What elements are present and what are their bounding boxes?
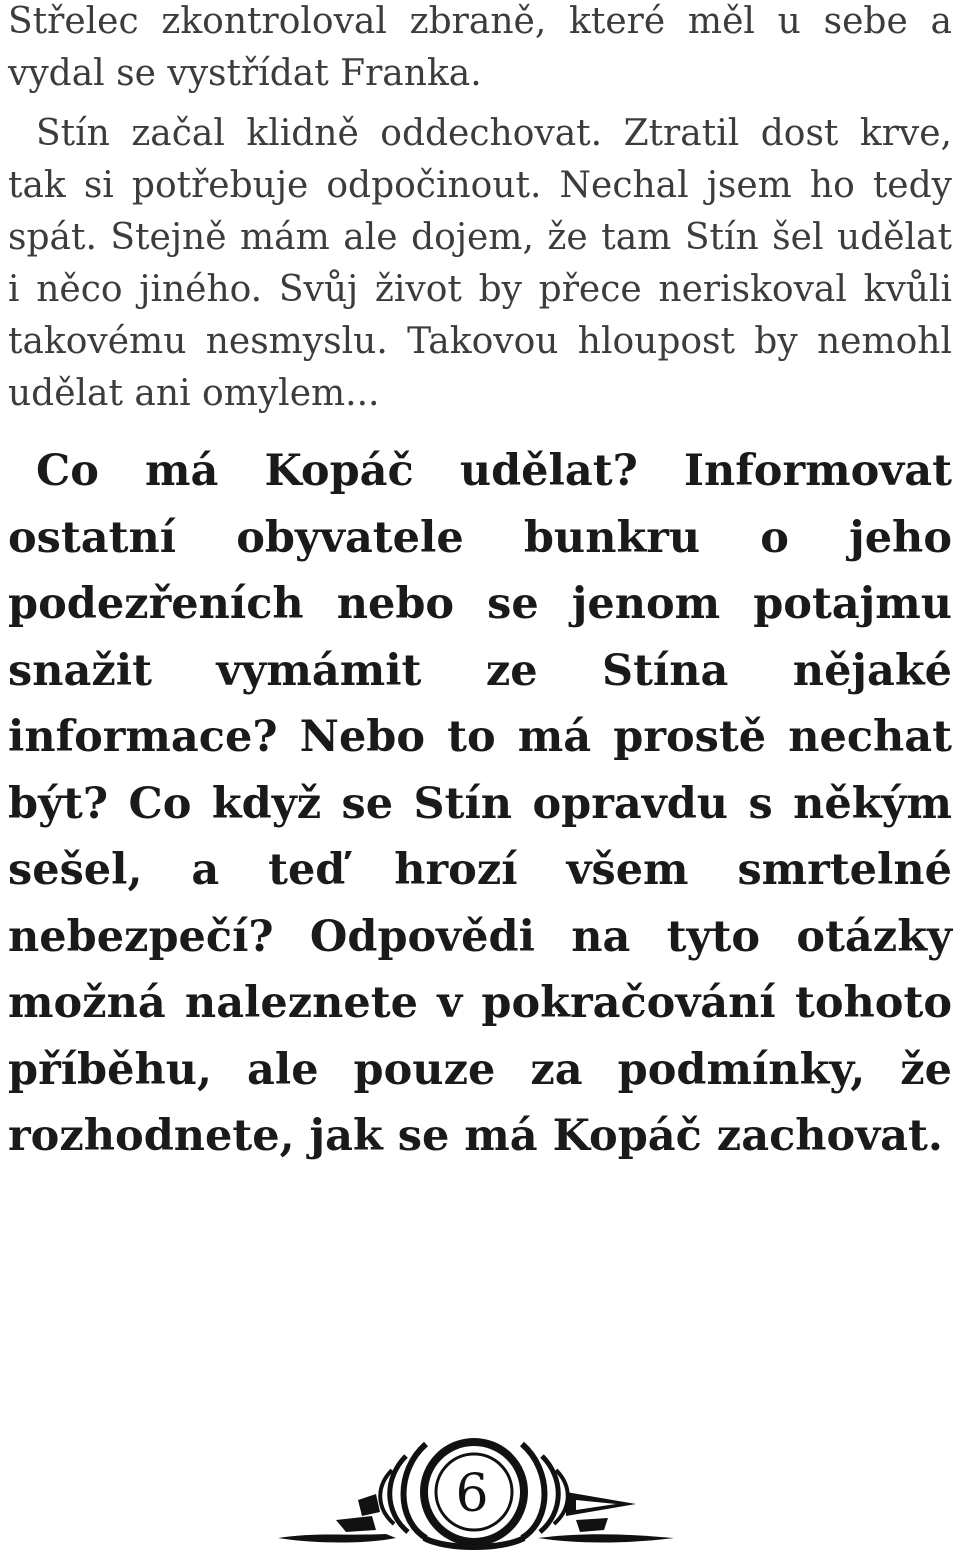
paragraph-narrative: Stín začal klidně oddechovat. Ztratil dost krve, tak si potřebuje odpočinout. Nechal jsem ho tedy spát. Stejně mám ale dojem, že tam Stín šel udělat i něco jiného. Svůj život by přece neriskoval kvůli takovému nesmyslu. Takovou hloupost by nemohl udělat ani omylem...	[8, 113, 952, 414]
paragraph-intro: Střelec zkontroloval zbraně, které měl u sebe a vydal se vystřídat Franka.	[8, 1, 952, 94]
paragraph-question: Co má Kopáč udělat? Informovat ostatní obyvatele bunkru o jeho podezřeních nebo se jenom potajmu snažit vymámit ze Stína nějaké informace? Nebo to má prostě nechat být? Co když se Stín opravdu s někým sešel, a teď hrozí všem smrtelné nebezpečí? Odpovědi na tyto otázky možná naleznete v pokračování tohoto příběhu, ale pouze za podmínky, že rozhodnete, jak se má Kopáč zachovat.	[8, 446, 952, 1161]
page-number: 6	[455, 1464, 489, 1524]
